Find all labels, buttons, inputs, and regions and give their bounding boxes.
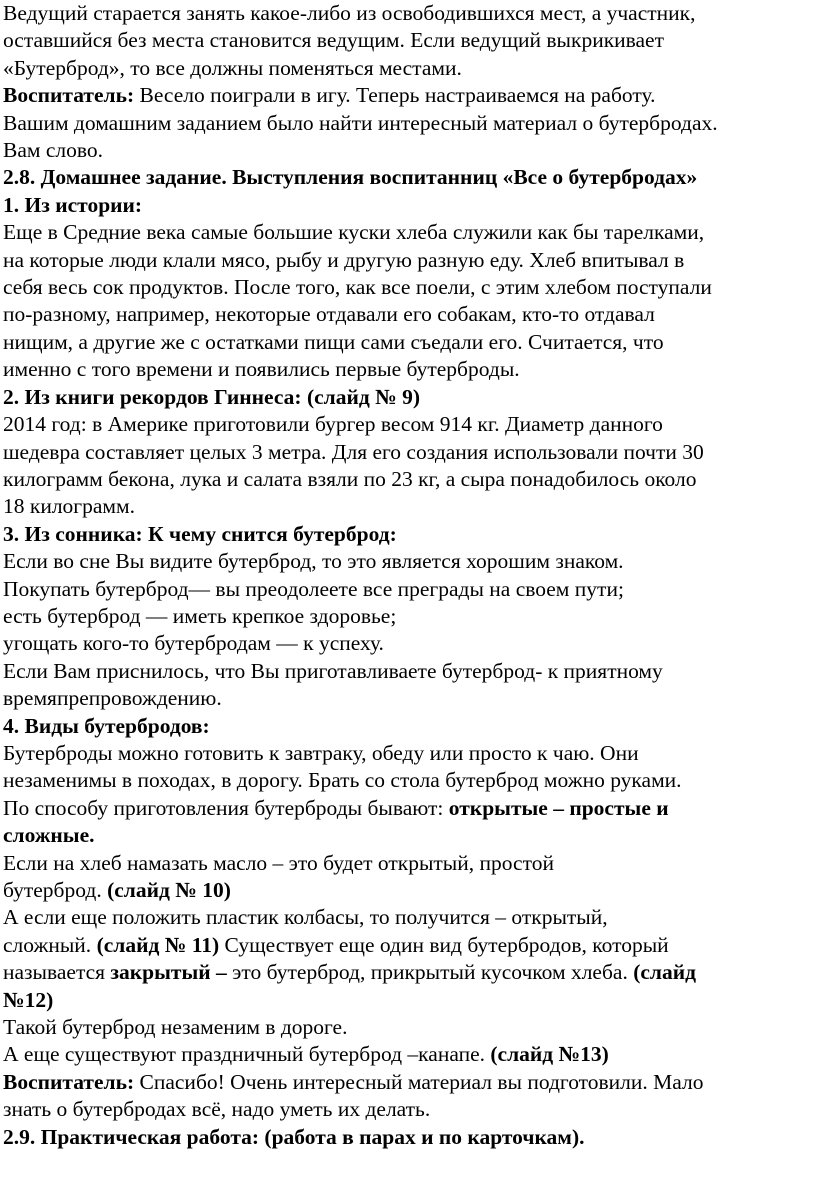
text-run: 2014 год: в Америке приготовили бургер весом 914 кг. Диаметр данного xyxy=(3,412,663,437)
text-run: на которые люди клали мясо, рыбу и другую разную еду. Хлеб впитывал в xyxy=(3,247,685,272)
text-run: угощать кого-то бутербродам — к успеху. xyxy=(3,631,384,656)
text-run: Весело поиграли в игу. Теперь настраиваемся на работу. xyxy=(134,83,656,108)
text-line xyxy=(3,795,810,822)
bold-text-run: 3. Из сонника: К чему снится бутерброд: xyxy=(3,521,397,546)
text-run: незаменимы в походах, в дорогу. Брать со стола бутерброд можно руками. xyxy=(3,768,682,793)
bold-text-run: открытые – простые и xyxy=(448,795,669,820)
text-line xyxy=(3,685,810,712)
text-line xyxy=(3,959,810,986)
text-run: Покупать бутерброд— вы преодолеете все преграды на своем пути; xyxy=(3,576,624,601)
text-line xyxy=(3,27,810,54)
bold-text-run: (слайд № 11) xyxy=(96,932,220,957)
text-run: Такой бутерброд незаменим в дороге. xyxy=(3,1015,348,1040)
bold-text-run: (слайд № 10) xyxy=(107,878,231,902)
text-line xyxy=(3,466,810,493)
text-line xyxy=(3,110,810,137)
bold-text-run: Воспитатель: xyxy=(3,83,135,108)
text-run: А если еще положить пластик колбасы, то получится – открытый, xyxy=(3,905,608,930)
text-run: Вашим домашним заданием было найти интересный материал о бутербродах. xyxy=(3,110,718,135)
text-line xyxy=(3,192,810,219)
text-line xyxy=(3,247,810,274)
text-line xyxy=(3,274,810,301)
text-line xyxy=(3,740,810,767)
text-run: Существует еще один вид бутербродов, который xyxy=(219,932,669,957)
bold-text-run: 2.8. Домашнее задание. Выступления воспитанниц «Все о бутербродах» xyxy=(3,165,698,190)
bold-text-run: 4. Виды бутербродов: xyxy=(3,713,210,738)
text-run: Ведущий старается занять какое-либо из освободившихся мест, а участник, xyxy=(3,1,696,25)
text-run: килограмм бекона, лука и салата взяли по 23 кг, а сыра понадобилось около xyxy=(3,466,697,491)
text-run: называется xyxy=(3,960,111,985)
bold-text-run: Воспитатель: xyxy=(3,1069,135,1094)
bold-text-run: 2. Из книги рекордов Гиннеса: (слайд № 9) xyxy=(3,384,420,409)
text-line xyxy=(3,0,810,27)
text-run: оставшийся без места становится ведущим. Если ведущий выкрикивает xyxy=(3,28,664,53)
text-run: есть бутерброд — иметь крепкое здоровье; xyxy=(3,603,397,628)
text-run: «Бутерброд», то все должны поменяться местами. xyxy=(3,55,462,80)
text-run: нищим, а другие же с остатками пищи сами съедали его. Считается, что xyxy=(3,329,664,354)
text-line xyxy=(3,521,810,548)
text-run: Спасибо! Очень интересный материал вы подготовили. Мало xyxy=(134,1069,704,1094)
text-line xyxy=(3,411,810,438)
text-line xyxy=(3,904,810,931)
text-line xyxy=(3,384,810,411)
text-line xyxy=(3,767,810,794)
text-run: себя весь сок продуктов. После того, как все поели, с этим хлебом поступали xyxy=(3,275,712,300)
text-line xyxy=(3,329,810,356)
text-run: Бутерброды можно готовить к завтраку, обеду или просто к чаю. Они xyxy=(3,740,639,765)
text-line xyxy=(3,1041,810,1068)
text-line xyxy=(3,658,810,685)
text-line xyxy=(3,850,810,877)
text-line xyxy=(3,164,810,191)
text-line xyxy=(3,630,810,657)
text-line xyxy=(3,137,810,164)
text-run: бутерброд. xyxy=(3,878,108,902)
text-run: А еще существуют праздничный бутерброд –канапе. xyxy=(3,1042,491,1067)
text-line xyxy=(3,877,810,904)
text-run: 18 килограмм. xyxy=(3,494,136,519)
text-line xyxy=(3,932,810,959)
text-line xyxy=(3,603,810,630)
text-line xyxy=(3,301,810,328)
text-line xyxy=(3,1069,810,1096)
bold-text-run: (слайд №13) xyxy=(490,1042,609,1067)
text-run: Еще в Средние века самые большие куски хлеба служили как бы тарелками, xyxy=(3,220,705,245)
text-line xyxy=(3,576,810,603)
text-run: именно с того времени и появились первые бутерброды. xyxy=(3,357,520,382)
text-run: по-разному, например, некоторые отдавали его собакам, кто-то отдавал xyxy=(3,302,655,327)
text-run: Если во сне Вы видите бутерброд, то это является хорошим знаком. xyxy=(3,549,624,574)
bold-text-run: №12) xyxy=(3,987,54,1012)
text-line xyxy=(3,356,810,383)
text-run: сложный. xyxy=(3,932,97,957)
text-run: времяпрепровождению. xyxy=(3,686,222,711)
text-line xyxy=(3,1124,810,1151)
bold-text-run: закрытый – xyxy=(110,960,227,985)
text-run: знать о бутербродах всё, надо уметь их делать. xyxy=(3,1097,431,1122)
bold-text-run: 2.9. Практическая работа: (работа в парах и по карточкам). xyxy=(3,1124,585,1149)
text-line xyxy=(3,219,810,246)
text-line xyxy=(3,548,810,575)
text-line xyxy=(3,987,810,1014)
text-run: Если Вам приснилось, что Вы приготавливаете бутерброд- к приятному xyxy=(3,658,663,683)
bold-text-run: (слайд xyxy=(633,960,696,985)
text-line xyxy=(3,493,810,520)
text-line xyxy=(3,1096,810,1123)
text-line xyxy=(3,822,810,849)
text-run: это бутерброд, прикрытый кусочком хлеба. xyxy=(226,960,634,985)
bold-text-run: сложные. xyxy=(3,823,95,848)
text-run: Вам слово. xyxy=(3,138,104,163)
text-run: Если на хлеб намазать масло – это будет открытый, простой xyxy=(3,850,554,875)
text-line xyxy=(3,82,810,109)
text-run: шедевра составляет целых 3 метра. Для его создания использовали почти 30 xyxy=(3,439,704,464)
bold-text-run: 1. Из истории: xyxy=(3,192,143,217)
text-line xyxy=(3,439,810,466)
text-line xyxy=(3,713,810,740)
text-line xyxy=(3,55,810,82)
text-line xyxy=(3,1014,810,1041)
text-run: По способу приготовления бутерброды бывают: xyxy=(3,795,449,820)
